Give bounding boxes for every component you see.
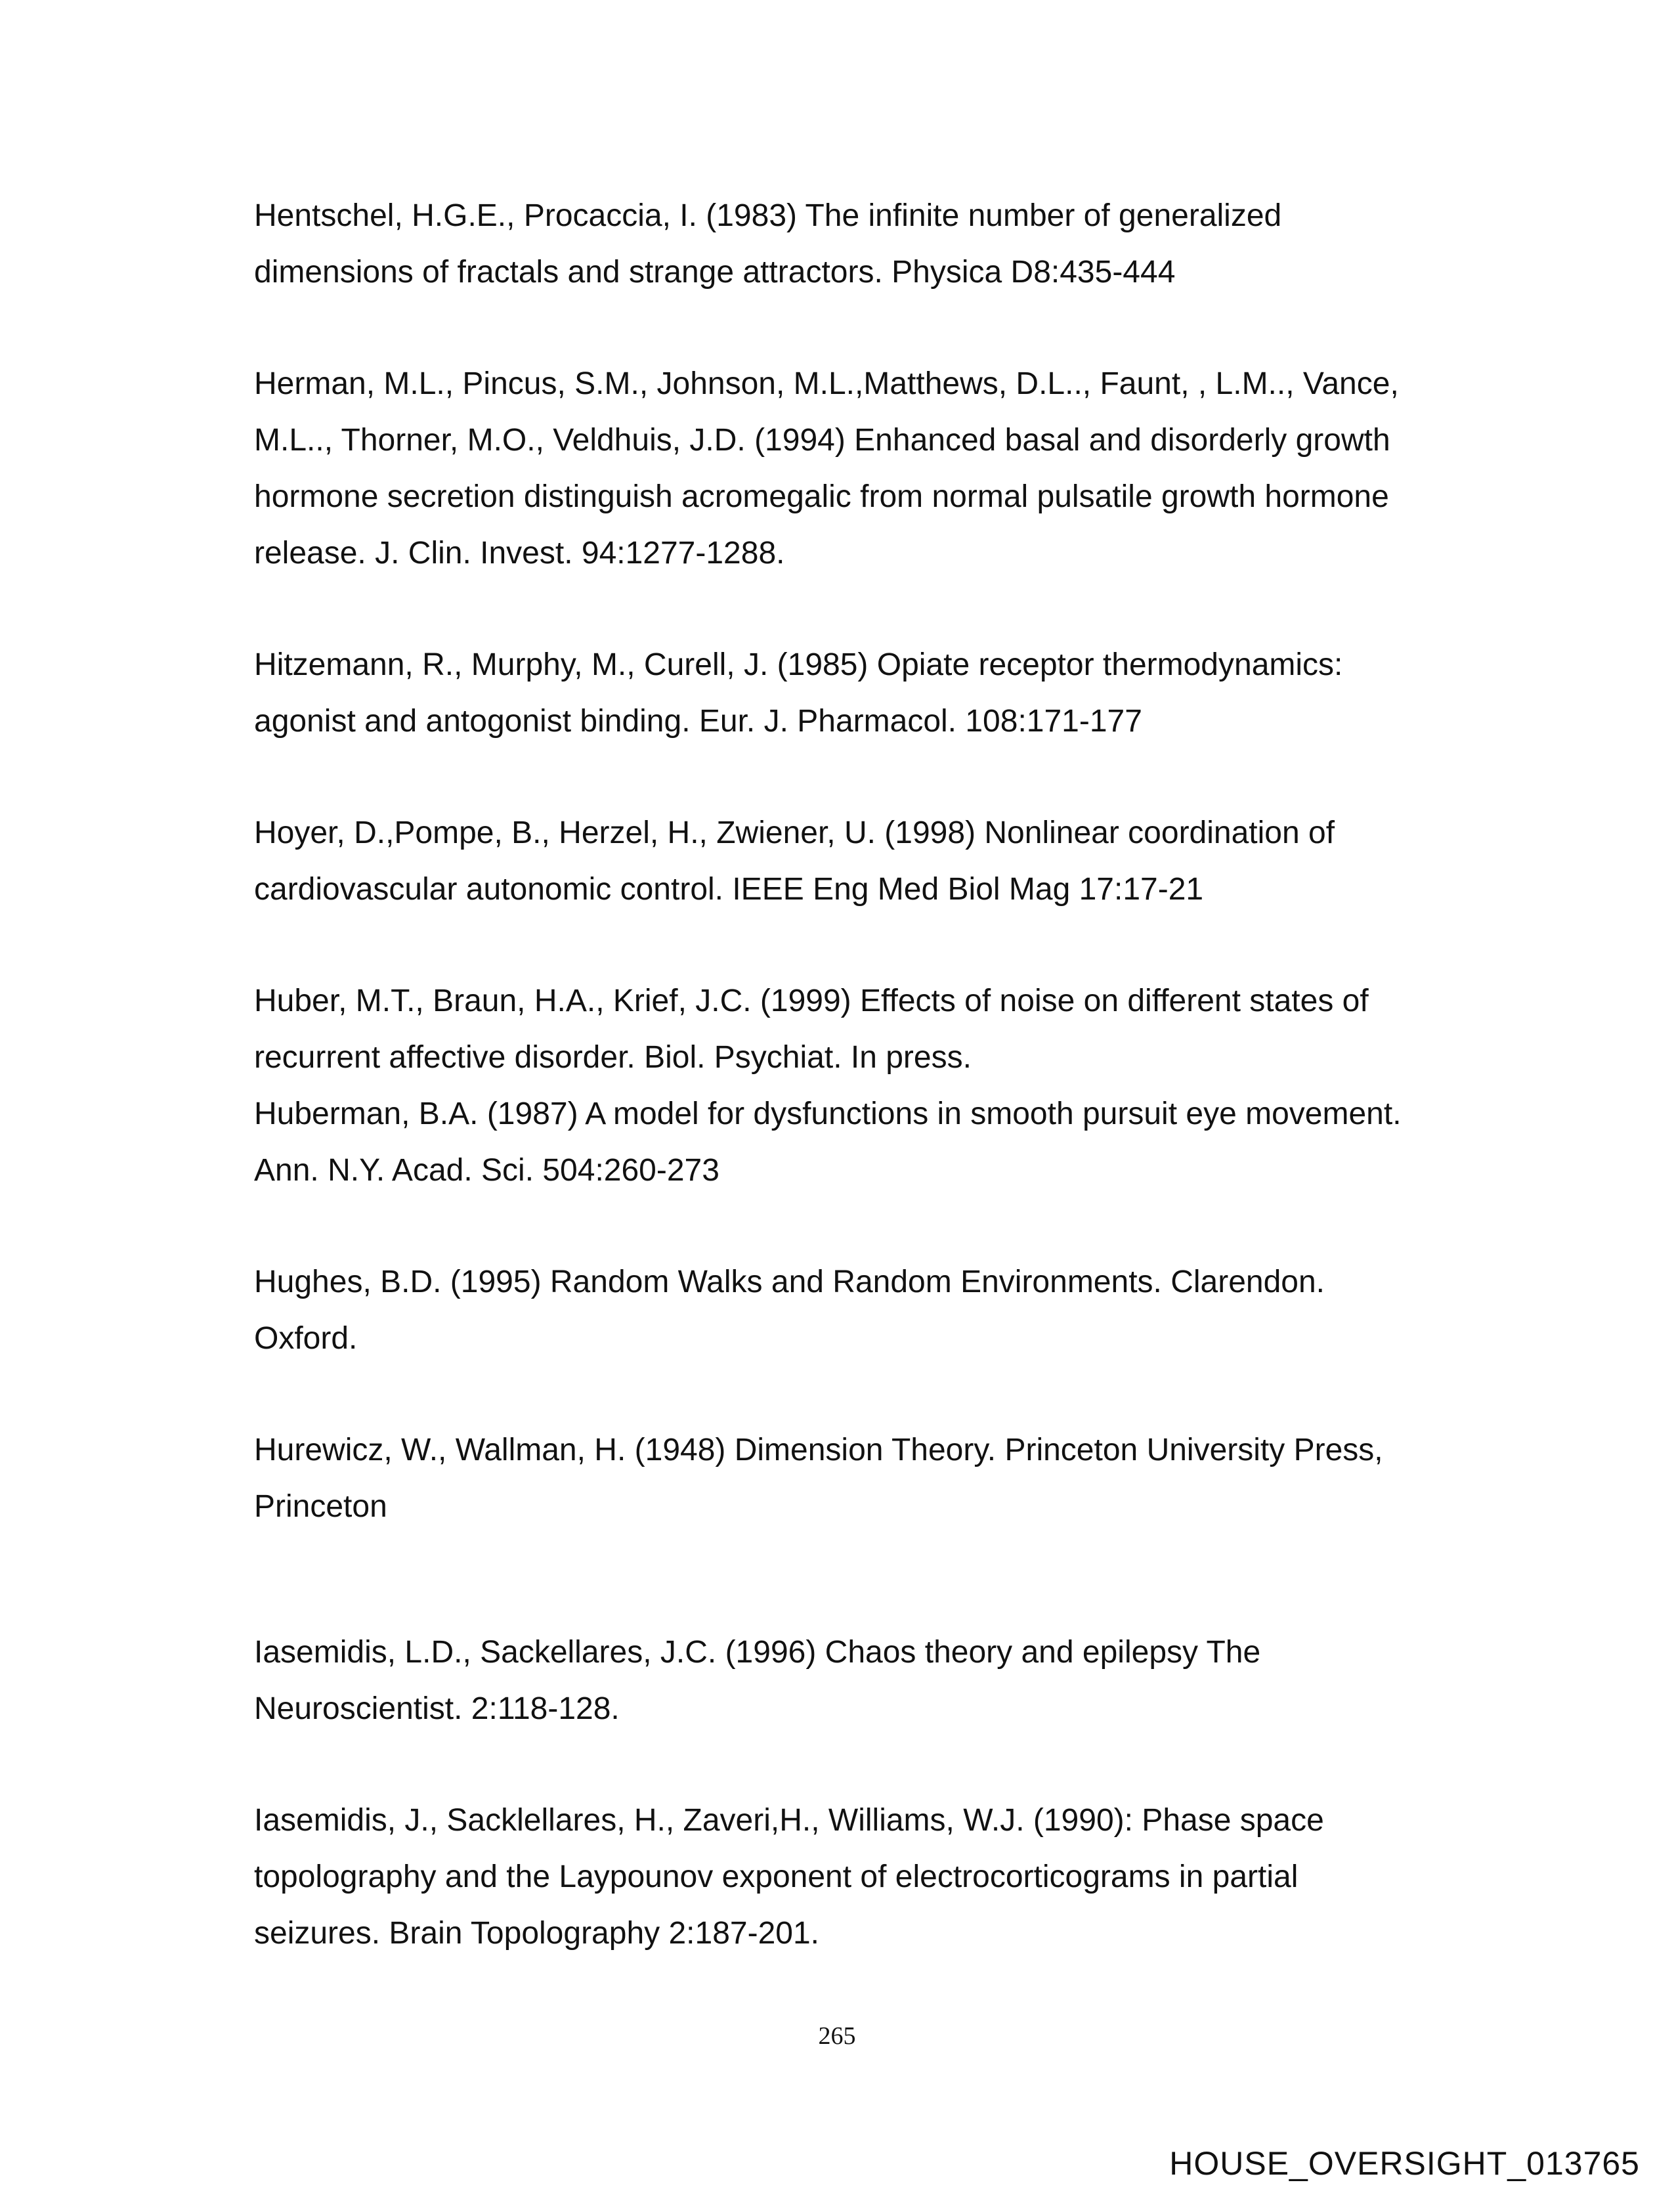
reference-line: recurrent affective disorder. Biol. Psychiat. In press. (254, 1040, 972, 1075)
reference-line: Hoyer, D.,Pompe, B., Herzel, H., Zwiener, U. (1998) Nonlinear coordination of (254, 815, 1335, 850)
reference-line: release. J. Clin. Invest. 94:1277-1288. (254, 536, 785, 571)
reference-hoyer-1998 (254, 805, 1475, 918)
reference-hughes-1995 (254, 1254, 1475, 1367)
reference-line: M.L.., Thorner, M.O., Veldhuis, J.D. (1994) Enhanced basal and disorderly growth (254, 423, 1390, 458)
reference-line: Princeton (254, 1489, 387, 1524)
reference-herman-1994 (254, 356, 1475, 582)
reference-line: seizures. Brain Topolography 2:187-201. (254, 1916, 819, 1951)
reference-line: hormone secretion distinguish acromegalic from normal pulsatile growth hormone (254, 479, 1389, 514)
reference-line: Neuroscientist. 2:118-128. (254, 1691, 620, 1726)
reference-line: Oxford. (254, 1321, 358, 1356)
reference-line: Hurewicz, W., Wallman, H. (1948) Dimension Theory. Princeton University Press, (254, 1433, 1383, 1467)
reference-line: cardiovascular autonomic control. IEEE Eng Med Biol Mag 17:17-21 (254, 872, 1204, 907)
page-number: 265 (818, 2022, 856, 2050)
reference-line: agonist and antogonist binding. Eur. J. Pharmacol. 108:171-177 (254, 704, 1142, 739)
reference-line: Ann. N.Y. Acad. Sci. 504:260-273 (254, 1153, 719, 1188)
reference-line: Hitzemann, R., Murphy, M., Curell, J. (1985) Opiate receptor thermodynamics: (254, 647, 1343, 682)
reference-line: Huber, M.T., Braun, H.A., Krief, J.C. (1999) Effects of noise on different states of (254, 984, 1369, 1018)
reference-line: dimensions of fractals and strange attractors. Physica D8:435-444 (254, 255, 1176, 290)
reference-line: Iasemidis, J., Sacklellares, H., Zaveri,H., Williams, W.J. (1990): Phase space (254, 1803, 1324, 1838)
reference-huber-huberman (254, 973, 1475, 1199)
reference-iasemidis-1996 (254, 1624, 1475, 1737)
reference-hitzemann-1985 (254, 637, 1475, 750)
reference-iasemidis-1990 (254, 1792, 1475, 1962)
bates-stamp: HOUSE_OVERSIGHT_013765 (1169, 2145, 1640, 2182)
reference-hurewicz-1948 (254, 1422, 1475, 1535)
reference-line: Hentschel, H.G.E., Procaccia, I. (1983) The infinite number of generalized (254, 198, 1282, 233)
reference-line: topolography and the Laypounov exponent of electrocorticograms in partial (254, 1859, 1298, 1894)
reference-line: Iasemidis, L.D., Sackellares, J.C. (1996) Chaos theory and epilepsy The (254, 1635, 1261, 1670)
reference-line: Herman, M.L., Pincus, S.M., Johnson, M.L.,Matthews, D.L.., Faunt, , L.M.., Vance, (254, 366, 1399, 401)
reference-hentschel-1983 (254, 188, 1475, 301)
reference-line: Huberman, B.A. (1987) A model for dysfunctions in smooth pursuit eye movement. (254, 1096, 1402, 1131)
reference-line: Hughes, B.D. (1995) Random Walks and Random Environments. Clarendon. (254, 1265, 1325, 1299)
